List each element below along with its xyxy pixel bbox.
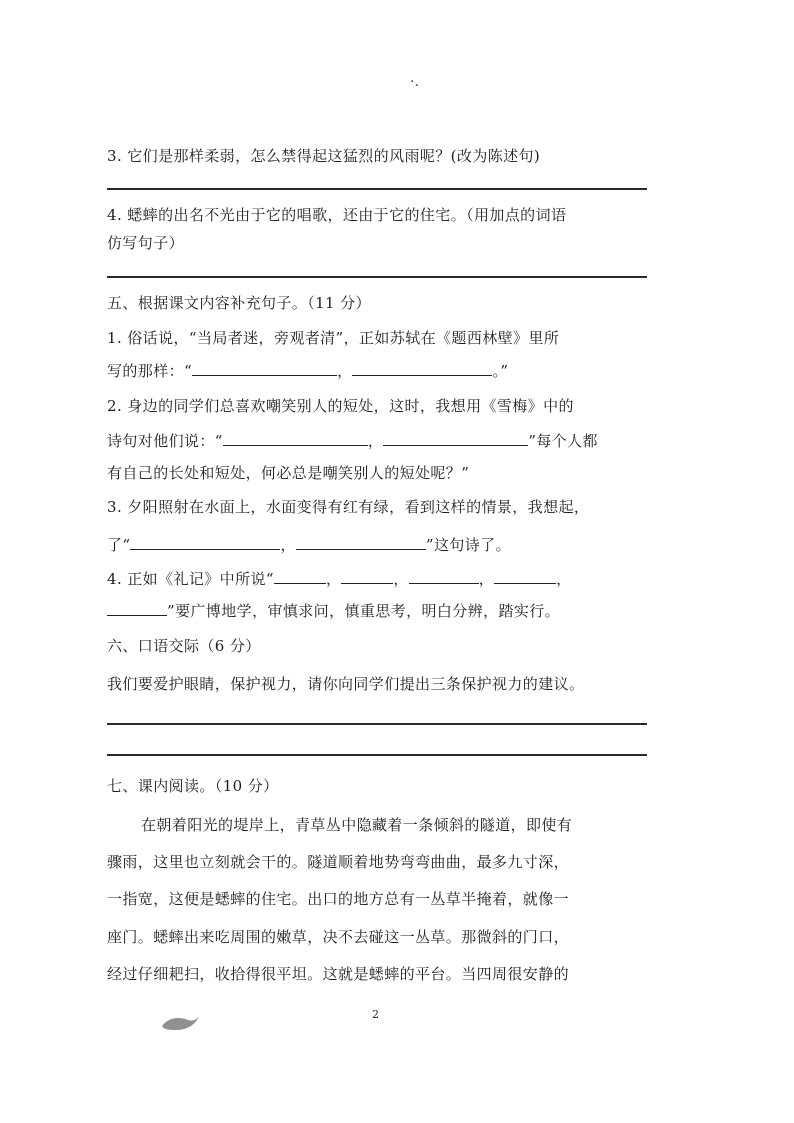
scan-smudge-icon bbox=[160, 1012, 200, 1038]
s5-item2-line3: 有自己的长处和短处，何必总是嘲笑别人的短处呢？” bbox=[107, 464, 470, 482]
s5-item2-line1: 2. 身边的同学们总喜欢嘲笑别人的短处，这时，我想用《雪梅》中的 bbox=[107, 397, 574, 415]
blank-1a[interactable] bbox=[192, 360, 337, 376]
section-6-prompt: 我们要爱护眼睛，保护视力，请你向同学们提出三条保护视力的建议。 bbox=[107, 675, 585, 693]
answer-line-q3[interactable] bbox=[107, 188, 647, 190]
passage-line-3: 一指宽，这便是蟋蟀的住宅。出口的地方总有一丛草半掩着，就像一 bbox=[107, 890, 570, 908]
s5-item1-line1: 1. 俗话说，“当局者迷，旁观者清”，正如苏轼在《题西林壁》里所 bbox=[107, 329, 560, 347]
blank-4b[interactable] bbox=[341, 568, 393, 584]
s5-item2-prefix: 诗句对他们说：“ bbox=[107, 432, 223, 450]
question-3: 3. 它们是那样柔弱，怎么禁得起这猛烈的风雨呢？(改为陈述句) bbox=[107, 147, 541, 165]
s5-item1-prefix: 写的那样：“ bbox=[107, 362, 193, 380]
blank-3b[interactable] bbox=[296, 534, 426, 550]
s5-item2-suffix: ”每个人都 bbox=[528, 432, 598, 450]
s5-item4-sep-4: ， bbox=[556, 570, 572, 588]
passage-line-2: 骤雨，这里也立刻就会干的。隧道顺着地势弯弯曲曲，最多九寸深， bbox=[107, 853, 570, 871]
s5-item1-sep: ， bbox=[337, 362, 353, 380]
question-4-line1: 4. 蟋蟀的出名不光由于它的唱歌，还由于它的住宅。（用加点的词语 bbox=[107, 206, 567, 224]
section-7-title: 七、课内阅读。（10 分） bbox=[107, 777, 279, 795]
section-6-title: 六、口语交际（6 分） bbox=[107, 637, 261, 655]
answer-line-q4[interactable] bbox=[107, 276, 647, 278]
blank-4d[interactable] bbox=[494, 568, 556, 584]
s5-item4-prefix: 4. 正如《礼记》中所说“ bbox=[107, 570, 274, 588]
blank-1b[interactable] bbox=[352, 360, 492, 376]
blank-4a[interactable] bbox=[274, 568, 326, 584]
section-5-title: 五、根据课文内容补充句子。（11 分） bbox=[107, 294, 371, 312]
answer-line-s6-1[interactable] bbox=[107, 723, 647, 725]
s5-item3-prefix: 了“ bbox=[107, 536, 131, 554]
page-number: 2 bbox=[372, 1008, 379, 1021]
s5-item3-line1: 3. 夕阳照射在水面上，水面变得有红有绿，看到这样的情景，我想起， bbox=[107, 498, 590, 516]
s5-item2-line2 bbox=[107, 430, 652, 451]
scan-mark: ·. bbox=[410, 74, 419, 90]
s5-item4-suffix: ”要广博地学，审慎求问，慎重思考，明白分辨，踏实行。 bbox=[167, 602, 561, 620]
blank-2b[interactable] bbox=[383, 430, 528, 446]
s5-item1-line2 bbox=[107, 360, 652, 381]
question-4-line2: 仿写句子） bbox=[107, 234, 185, 252]
s5-item4-line2 bbox=[107, 600, 652, 621]
passage-line-4: 座门。蟋蟀出来吃周围的嫩草，决不去碰这一丛草。那微斜的门口， bbox=[107, 928, 570, 946]
s5-item2-sep: ， bbox=[367, 432, 384, 450]
passage-line-1: 在朝着阳光的堤岸上，青草丛中隐藏着一条倾斜的隧道，即使有 bbox=[141, 816, 573, 834]
s5-item3-suffix: ”这句诗了。 bbox=[425, 536, 511, 554]
s5-item3-sep: ， bbox=[280, 536, 296, 554]
passage-line-5: 经过仔细耙扫，收拾得很平坦。这就是蟋蟀的平台。当四周很安静的 bbox=[107, 965, 570, 983]
s5-item4-sep-2: ， bbox=[393, 570, 409, 588]
blank-2a[interactable] bbox=[223, 430, 368, 446]
s5-item4-line1 bbox=[107, 568, 652, 589]
s5-item1-suffix: 。” bbox=[492, 362, 509, 380]
s5-item4-sep-3: ， bbox=[478, 570, 495, 588]
s5-item3-line2 bbox=[107, 534, 652, 555]
blank-4c[interactable] bbox=[409, 568, 479, 584]
blank-4e[interactable] bbox=[107, 600, 167, 616]
answer-line-s6-2[interactable] bbox=[107, 754, 647, 756]
blank-3a[interactable] bbox=[130, 534, 280, 550]
s5-item4-sep-1: ， bbox=[325, 570, 342, 588]
